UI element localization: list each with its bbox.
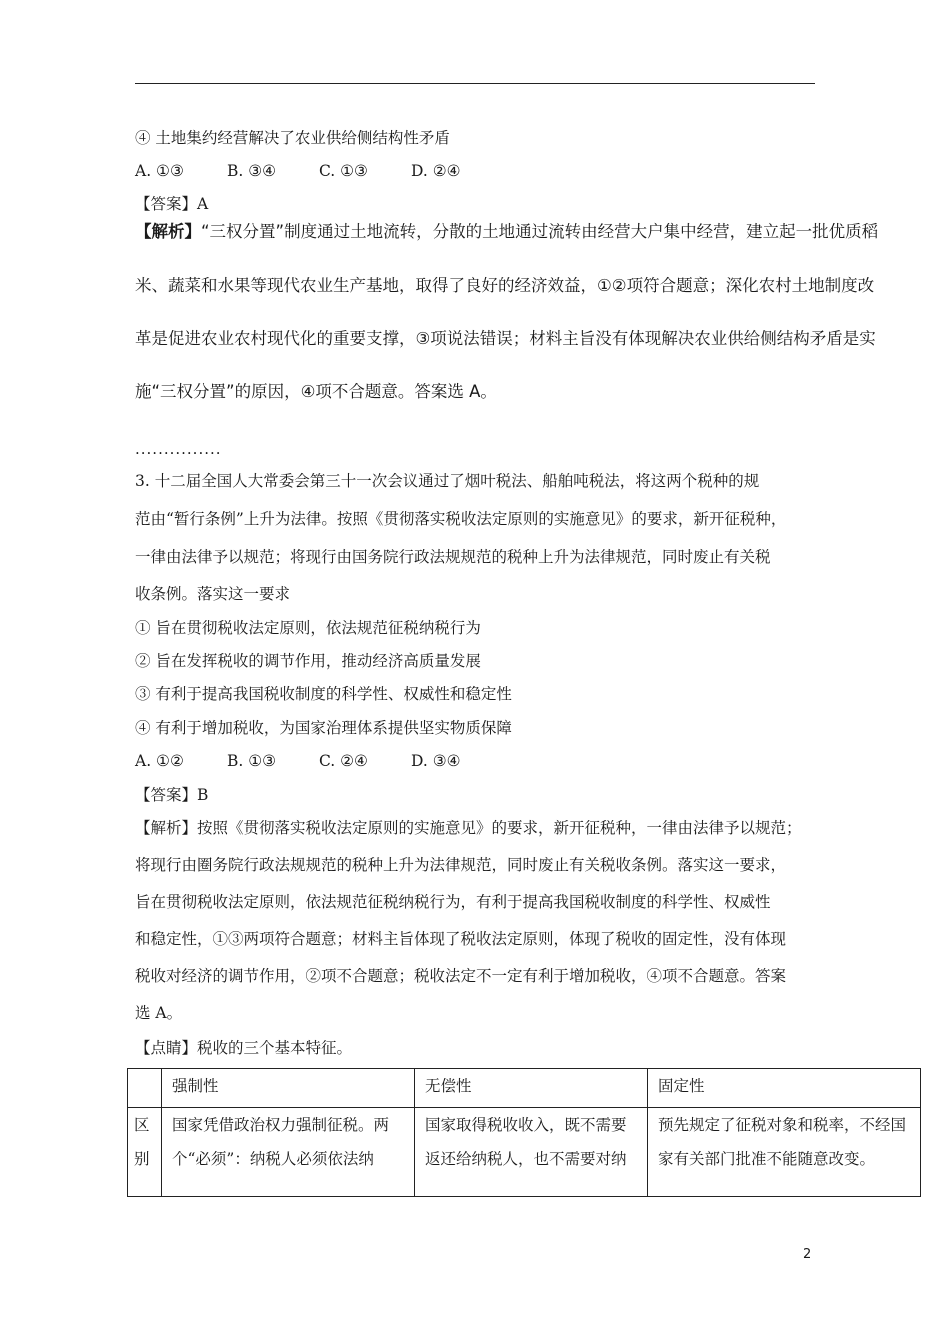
q3-stem-line-4: 收条例。落实这一要求	[135, 585, 291, 603]
q3-option-b: B. ①③	[227, 752, 277, 770]
q3-item-1: ① 旨在贯彻税收法定原则，依法规范征税纳税行为	[135, 619, 481, 637]
q2-option-a: A. ①③	[135, 162, 184, 180]
table-header-empty	[128, 1069, 162, 1108]
q3-option-d: D. ③④	[411, 752, 461, 770]
table-row	[128, 1108, 921, 1197]
table-header-fixed: 固定性	[648, 1069, 921, 1108]
page-number: 2	[803, 1247, 812, 1262]
q3-stem-line-1: 3. 十二届全国人大常委会第三十一次会议通过了烟叶税法、船舶吨税法，将这两个税种的规	[135, 472, 760, 490]
q2-analysis-line-2: 米、蔬菜和水果等现代农业生产基地，取得了良好的经济效益，①②项符合题意；深化农村土地制度改	[135, 276, 875, 295]
table-row-label: 区 别	[128, 1108, 162, 1197]
q3-analysis-line-2: 将现行由圈务院行政法规规范的税种上升为法律规范，同时废止有关税收条例。落实这一要求，	[135, 856, 787, 874]
q3-options	[135, 751, 461, 771]
table-cell-compulsory: 国家凭借政治权力强制征税。两个“必须”：纳税人必须依法纳	[162, 1108, 415, 1197]
q3-answer: 【答案】B	[135, 786, 209, 804]
q3-item-4: ④ 有利于增加税收，为国家治理体系提供坚实物质保障	[135, 719, 512, 737]
q3-option-a: A. ①②	[135, 752, 184, 770]
q2-answer: 【答案】A	[135, 195, 209, 213]
q3-analysis-line-1: 【解析】按照《贯彻落实税收法定原则的实施意见》的要求，新开征税种，一律由法律予以规范；	[135, 819, 802, 837]
q2-option-c: C. ①③	[319, 162, 368, 180]
q3-tip: 【点睛】税收的三个基本特征。	[135, 1039, 353, 1057]
q2-option-b: B. ③④	[227, 162, 277, 180]
q2-analysis-line-1: 【解析】“三权分置”制度通过土地流转，分散的土地通过流转由经营大户集中经营，建立起一批优质稻	[135, 222, 879, 241]
q2-option-d: D. ②④	[411, 162, 461, 180]
q2-item-4: ④ 土地集约经营解决了农业供给侧结构性矛盾	[135, 129, 450, 147]
q2-options	[135, 161, 461, 181]
q3-analysis-line-3: 旨在贯彻税收法定原则，依法规范征税纳税行为，有利于提高我国税收制度的科学性、权威性	[135, 893, 771, 911]
q3-analysis-line-6: 选 A。	[135, 1004, 183, 1022]
table-header-compulsory: 强制性	[162, 1069, 415, 1108]
q2-analysis-line-4: 施“三权分置”的原因，④项不合题意。答案选 A。	[135, 382, 497, 401]
q2-analysis-line-3: 革是促进农业农村现代化的重要支撑，③项说法错误；材料主旨没有体现解决农业供给侧结构矛盾是实	[135, 329, 876, 348]
header-rule	[135, 83, 815, 84]
q3-analysis-line-4: 和稳定性，①③两项符合题意；材料主旨体现了税收法定原则，体现了税收的固定性，没有体现	[135, 930, 787, 948]
table-header-row	[128, 1069, 921, 1108]
table-cell-fixed: 预先规定了征税对象和税率，不经国家有关部门批准不能随意改变。	[648, 1108, 921, 1197]
q3-item-2: ② 旨在发挥税收的调节作用，推动经济高质量发展	[135, 652, 481, 670]
q3-option-c: C. ②④	[319, 752, 368, 770]
q3-stem-line-3: 一律由法律予以规范；将现行由国务院行政法规规范的税种上升为法律规范，同时废止有关税	[135, 548, 771, 566]
q3-item-3: ③ 有利于提高我国税收制度的科学性、权威性和稳定性	[135, 685, 512, 703]
q3-analysis-line-5: 税收对经济的调节作用，②项不合题意；税收法定不一定有利于增加税收，④项不合题意。答案	[135, 967, 787, 985]
separator-dots: ...............	[135, 440, 222, 458]
tax-features-table	[127, 1068, 921, 1197]
table-header-gratuitous: 无偿性	[415, 1069, 648, 1108]
table-cell-gratuitous: 国家取得税收收入，既不需要返还给纳税人，也不需要对纳	[415, 1108, 648, 1197]
q3-stem-line-2: 范由“暂行条例”上升为法律。按照《贯彻落实税收法定原则的实施意见》的要求，新开征税种，	[135, 510, 787, 528]
q2-analysis-label: 【解析】	[135, 222, 201, 241]
